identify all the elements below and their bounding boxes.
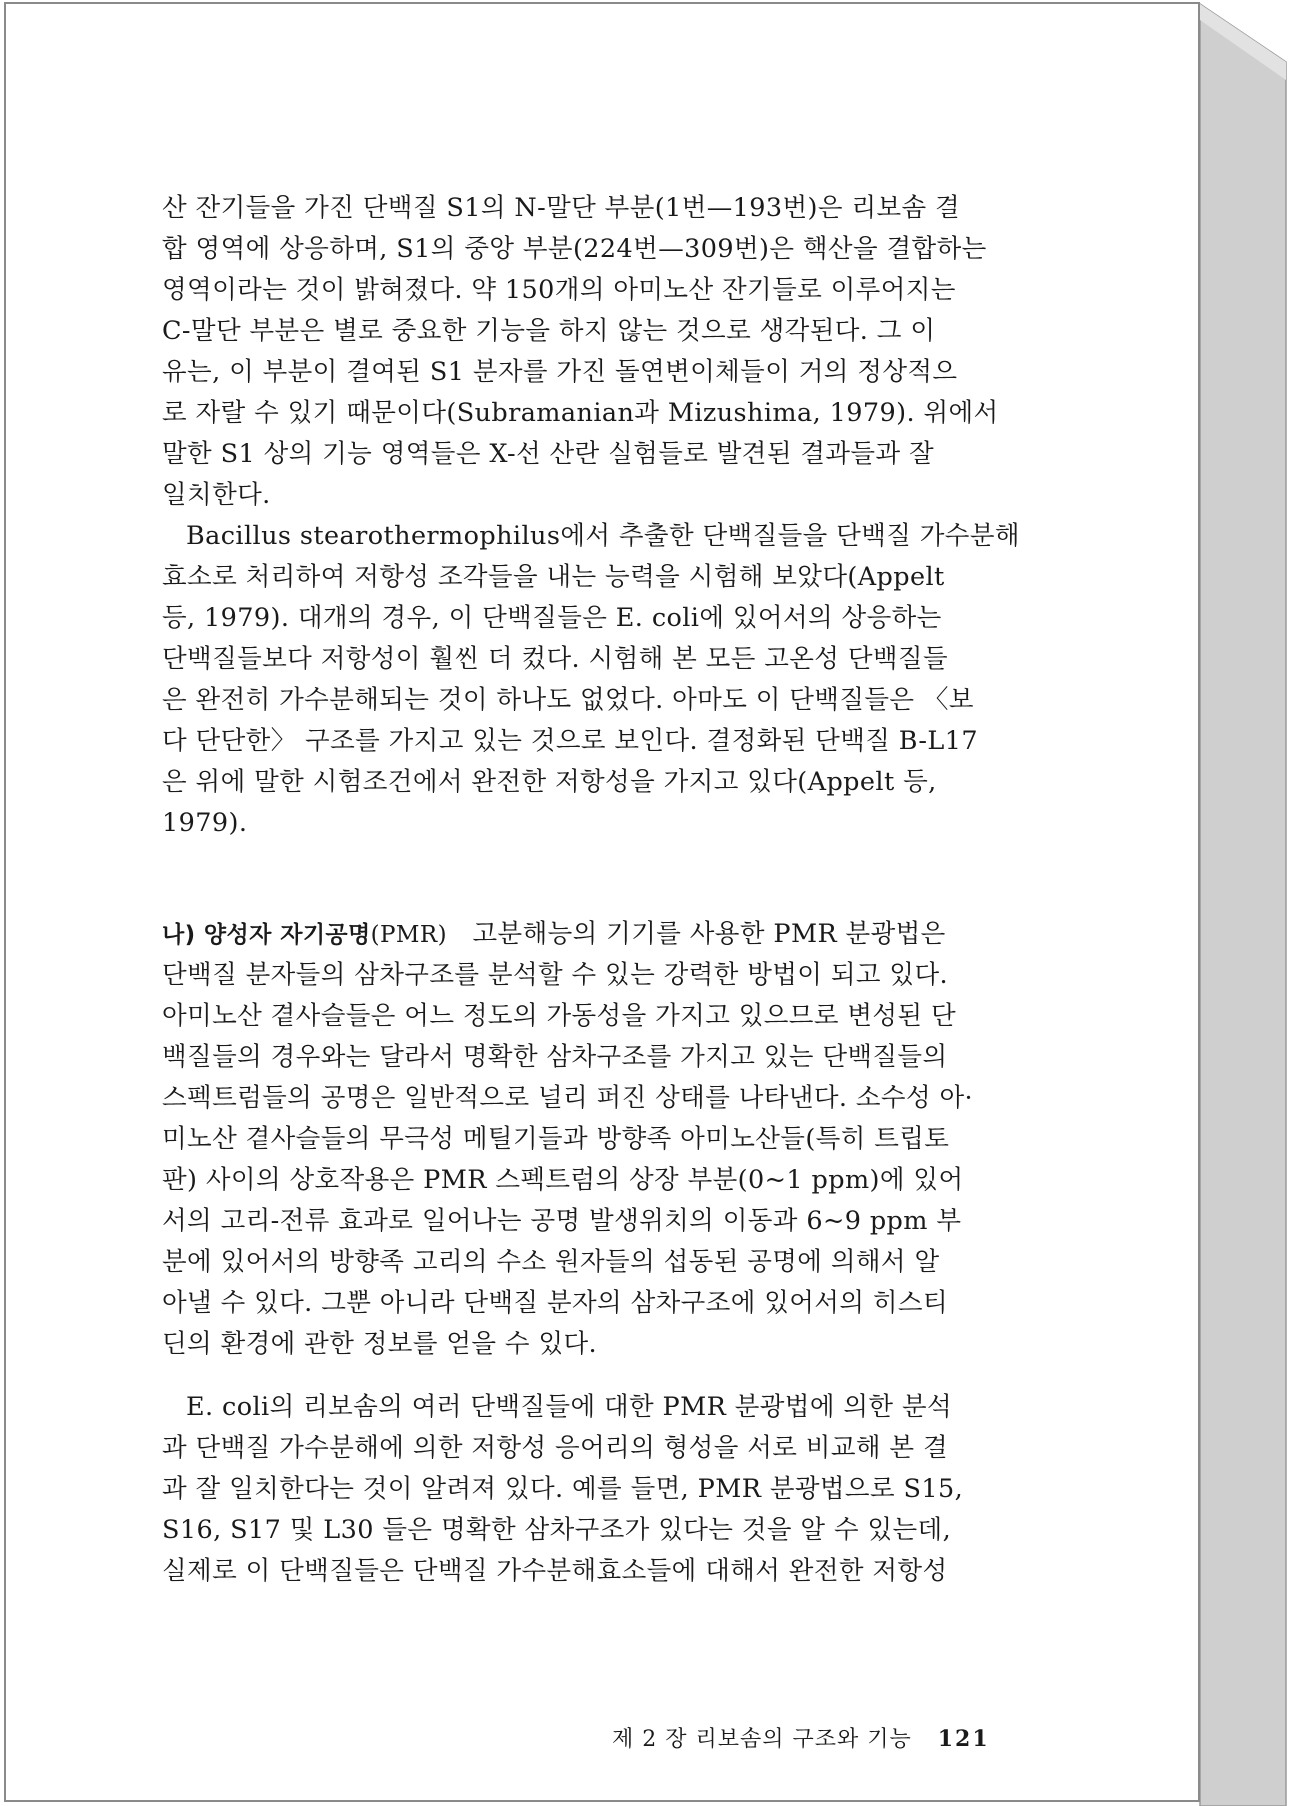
text-line: 단백질 분자들의 삼차구조를 분석할 수 있는 강력한 방법이 되고 있다. — [162, 960, 948, 990]
text-line: 은 완전히 가수분해되는 것이 하나도 없었다. 아마도 이 단백질들은 〈보 — [162, 685, 974, 715]
text-line: 합 영역에 상응하며, S1의 중앙 부분(224번—309번)은 핵산을 결합하는 — [162, 234, 987, 264]
page-footer — [612, 1722, 990, 1753]
text-line: 다 단단한〉 구조를 가지고 있는 것으로 보인다. 결정화된 단백질 B-L17 — [162, 726, 978, 756]
text-line: 과 단백질 가수분해에 의한 저항성 응어리의 형성을 서로 비교해 본 결 — [162, 1433, 948, 1463]
text-line: 백질들의 경우와는 달라서 명확한 삼차구조를 가지고 있는 단백질들의 — [162, 1042, 948, 1072]
page-number: 121 — [937, 1726, 990, 1752]
running-footer-chapter: 제 2 장 리보솜의 구조와 기능 — [612, 1727, 912, 1752]
text-line: 단백질들보다 저항성이 훨씬 더 컸다. 시험해 본 모든 고온성 단백질들 — [162, 644, 948, 674]
text-line: 판) 사이의 상호작용은 PMR 스펙트럼의 상장 부분(0~1 ppm)에 있어 — [162, 1165, 964, 1195]
text-line: 스펙트럼들의 공명은 일반적으로 널리 퍼진 상태를 나타낸다. 소수성 아· — [162, 1083, 974, 1113]
section-heading: 나) 양성자 자기공명 — [162, 922, 371, 948]
text-line: 실제로 이 단백질들은 단백질 가수분해효소들에 대해서 완전한 저항성 — [162, 1556, 948, 1586]
section-heading-line — [162, 914, 946, 954]
text-line: 아미노산 곁사슬들은 어느 정도의 가동성을 가지고 있으므로 변성된 단 — [162, 1001, 957, 1031]
section-heading-rest: 고분해능의 기기를 사용한 PMR 분광법은 — [472, 919, 946, 949]
text-line: 효소로 처리하여 저항성 조각들을 내는 능력을 시험해 보았다(Appelt — [162, 562, 945, 592]
text-line: 미노산 곁사슬들의 무극성 메틸기들과 방향족 아미노산들(특히 트립토 — [162, 1124, 950, 1154]
text-line: S16, S17 및 L30 들은 명확한 삼차구조가 있다는 것을 알 수 있는데, — [162, 1515, 952, 1545]
text-line: 분에 있어서의 방향족 고리의 수소 원자들의 섭동된 공명에 의해서 알 — [162, 1247, 940, 1277]
text-line: 영역이라는 것이 밝혀졌다. 약 150개의 아미노산 잔기들로 이루어지는 — [162, 275, 956, 305]
text-line: 은 위에 말한 시험조건에서 완전한 저항성을 가지고 있다(Appelt 등, — [162, 767, 937, 797]
text-line: E. coli의 리보솜의 여러 단백질들에 대한 PMR 분광법에 의한 분석 — [186, 1392, 953, 1422]
text-line: 로 자랄 수 있기 때문이다(Subramanian과 Mizushima, 1979). 위에서 — [162, 398, 999, 428]
text-line: Bacillus stearothermophilus에서 추출한 단백질들을 단백질 가수분해 — [186, 521, 1020, 551]
text-line: 등, 1979). 대개의 경우, 이 단백질들은 E. coli에 있어서의 상응하는 — [162, 603, 942, 633]
text-line: 유는, 이 부분이 결여된 S1 분자를 가진 돌연변이체들이 거의 정상적으 — [162, 357, 958, 387]
text-line: 일치한다. — [162, 480, 271, 510]
section-heading-abbr: (PMR) — [370, 922, 447, 948]
text-line: 과 잘 일치한다는 것이 알려져 있다. 예를 들면, PMR 분광법으로 S15, — [162, 1474, 964, 1504]
text-line: C-말단 부분은 별로 중요한 기능을 하지 않는 것으로 생각된다. 그 이 — [162, 316, 936, 346]
text-line: 서의 고리-전류 효과로 일어나는 공명 발생위치의 이동과 6~9 ppm 부 — [162, 1206, 962, 1236]
text-line: 아낼 수 있다. 그뿐 아니라 단백질 분자의 삼차구조에 있어서의 히스티 — [162, 1288, 948, 1318]
text-line: 말한 S1 상의 기능 영역들은 X-선 산란 실험들로 발견된 결과들과 잘 — [162, 439, 935, 469]
text-line: 1979). — [162, 808, 248, 838]
text-line: 산 잔기들을 가진 단백질 S1의 N-말단 부분(1번—193번)은 리보솜 결 — [162, 193, 961, 223]
text-line: 딘의 환경에 관한 정보를 얻을 수 있다. — [162, 1329, 598, 1359]
